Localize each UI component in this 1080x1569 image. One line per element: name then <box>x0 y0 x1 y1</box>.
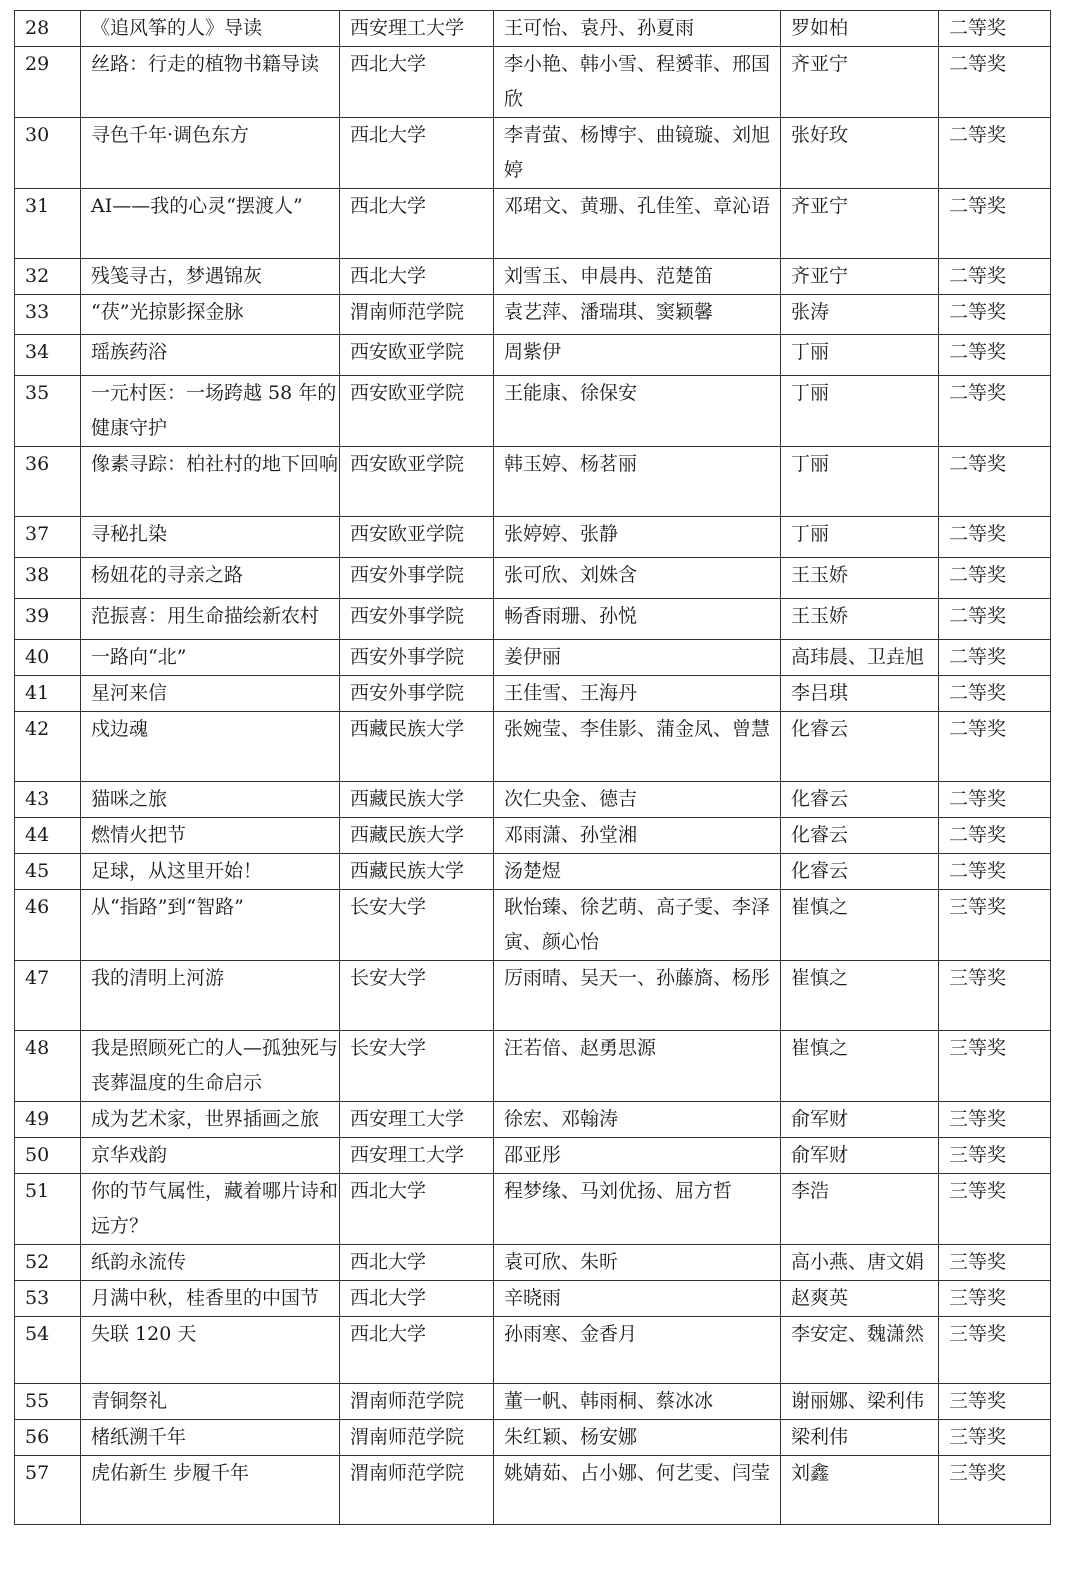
cell-advisor: 化睿云 <box>781 782 939 818</box>
cell-award: 二等奖 <box>939 47 1051 118</box>
cell-award: 三等奖 <box>939 890 1051 961</box>
cell-members: 李青萤、杨博宇、曲镜璇、刘旭婷 <box>494 118 781 189</box>
cell-number: 43 <box>15 782 81 818</box>
cell-members: 周紫伊 <box>494 335 781 376</box>
cell-members: 袁可欣、朱昕 <box>494 1245 781 1281</box>
cell-work-title: 失联 120 天 <box>81 1317 340 1384</box>
table-row <box>15 1174 1051 1245</box>
table-row <box>15 818 1051 854</box>
cell-members: 邵亚彤 <box>494 1138 781 1174</box>
table-row <box>15 1281 1051 1317</box>
table-row <box>15 1456 1051 1525</box>
cell-school: 西北大学 <box>340 118 494 189</box>
cell-work-title: 月满中秋，桂香里的中国节 <box>81 1281 340 1317</box>
cell-members: 邓雨潇、孙堂湘 <box>494 818 781 854</box>
cell-number: 37 <box>15 517 81 558</box>
cell-award: 二等奖 <box>939 854 1051 890</box>
cell-number: 48 <box>15 1031 81 1102</box>
cell-number: 38 <box>15 558 81 599</box>
cell-advisor: 梁利伟 <box>781 1420 939 1456</box>
cell-advisor: 王玉娇 <box>781 558 939 599</box>
cell-advisor: 齐亚宁 <box>781 259 939 295</box>
cell-school: 西藏民族大学 <box>340 854 494 890</box>
cell-members: 厉雨晴、吴天一、孙藤旖、杨彤 <box>494 961 781 1031</box>
table-row <box>15 517 1051 558</box>
cell-advisor: 俞军财 <box>781 1102 939 1138</box>
table-row <box>15 259 1051 295</box>
cell-award: 三等奖 <box>939 1384 1051 1420</box>
cell-school: 西安外事学院 <box>340 640 494 676</box>
cell-work-title: 从“指路”到“智路” <box>81 890 340 961</box>
cell-work-title: 燃情火把节 <box>81 818 340 854</box>
cell-members: 徐宏、邓翰涛 <box>494 1102 781 1138</box>
cell-members: 孙雨寒、金香月 <box>494 1317 781 1384</box>
cell-school: 渭南师范学院 <box>340 1420 494 1456</box>
cell-work-title: 猫咪之旅 <box>81 782 340 818</box>
cell-work-title: 足球，从这里开始！ <box>81 854 340 890</box>
cell-award: 三等奖 <box>939 1031 1051 1102</box>
cell-number: 32 <box>15 259 81 295</box>
table-row <box>15 1317 1051 1384</box>
cell-work-title: 纸韵永流传 <box>81 1245 340 1281</box>
table-row <box>15 599 1051 640</box>
cell-advisor: 高玮晨、卫垚旭 <box>781 640 939 676</box>
cell-work-title: 我的清明上河游 <box>81 961 340 1031</box>
table-row <box>15 1102 1051 1138</box>
cell-award: 三等奖 <box>939 1245 1051 1281</box>
cell-number: 45 <box>15 854 81 890</box>
cell-school: 长安大学 <box>340 1031 494 1102</box>
cell-school: 西北大学 <box>340 1245 494 1281</box>
cell-members: 韩玉婷、杨茗丽 <box>494 447 781 517</box>
cell-members: 张婉莹、李佳影、蒲金凤、曾慧 <box>494 712 781 782</box>
cell-number: 36 <box>15 447 81 517</box>
cell-work-title: 一路向“北” <box>81 640 340 676</box>
cell-number: 46 <box>15 890 81 961</box>
cell-award: 二等奖 <box>939 818 1051 854</box>
table-row <box>15 676 1051 712</box>
cell-school: 西安理工大学 <box>340 11 494 47</box>
cell-number: 30 <box>15 118 81 189</box>
cell-members: 耿怡臻、徐艺萌、高子雯、李泽寅、颜心怡 <box>494 890 781 961</box>
cell-members: 李小艳、韩小雪、程赟菲、邢国欣 <box>494 47 781 118</box>
cell-members: 董一帆、韩雨桐、蔡冰冰 <box>494 1384 781 1420</box>
cell-award: 三等奖 <box>939 1138 1051 1174</box>
cell-school: 西安外事学院 <box>340 558 494 599</box>
table-row <box>15 1031 1051 1102</box>
table-row <box>15 961 1051 1031</box>
cell-number: 40 <box>15 640 81 676</box>
table-row <box>15 376 1051 447</box>
cell-advisor: 刘鑫 <box>781 1456 939 1525</box>
cell-number: 51 <box>15 1174 81 1245</box>
cell-number: 55 <box>15 1384 81 1420</box>
cell-advisor: 崔慎之 <box>781 1031 939 1102</box>
awards-table <box>14 10 1051 1525</box>
cell-members: 汤楚煜 <box>494 854 781 890</box>
cell-school: 西安外事学院 <box>340 599 494 640</box>
cell-work-title: “茯”光掠影探金脉 <box>81 295 340 335</box>
cell-advisor: 谢丽娜、梁利伟 <box>781 1384 939 1420</box>
cell-award: 二等奖 <box>939 118 1051 189</box>
cell-work-title: 你的节气属性，藏着哪片诗和远方？ <box>81 1174 340 1245</box>
cell-advisor: 崔慎之 <box>781 961 939 1031</box>
cell-award: 二等奖 <box>939 295 1051 335</box>
cell-school: 长安大学 <box>340 961 494 1031</box>
cell-number: 42 <box>15 712 81 782</box>
cell-advisor: 李吕琪 <box>781 676 939 712</box>
cell-school: 西北大学 <box>340 1317 494 1384</box>
cell-advisor: 丁丽 <box>781 335 939 376</box>
table-row <box>15 11 1051 47</box>
table-row <box>15 47 1051 118</box>
cell-number: 34 <box>15 335 81 376</box>
cell-advisor: 化睿云 <box>781 818 939 854</box>
cell-members: 王佳雪、王海丹 <box>494 676 781 712</box>
cell-members: 王能康、徐保安 <box>494 376 781 447</box>
table-row <box>15 295 1051 335</box>
cell-award: 二等奖 <box>939 376 1051 447</box>
cell-members: 汪若偣、赵勇思源 <box>494 1031 781 1102</box>
cell-advisor: 崔慎之 <box>781 890 939 961</box>
cell-school: 渭南师范学院 <box>340 1384 494 1420</box>
cell-number: 41 <box>15 676 81 712</box>
cell-school: 渭南师范学院 <box>340 1456 494 1525</box>
cell-award: 二等奖 <box>939 676 1051 712</box>
cell-work-title: AI——我的心灵“摆渡人” <box>81 189 340 259</box>
cell-members: 袁艺萍、潘瑞琪、窦颖馨 <box>494 295 781 335</box>
table-row <box>15 712 1051 782</box>
table-row <box>15 640 1051 676</box>
cell-work-title: 杨妞花的寻亲之路 <box>81 558 340 599</box>
cell-work-title: 丝路：行走的植物书籍导读 <box>81 47 340 118</box>
cell-advisor: 赵爽英 <box>781 1281 939 1317</box>
cell-award: 三等奖 <box>939 1174 1051 1245</box>
cell-advisor: 李安定、魏潇然 <box>781 1317 939 1384</box>
cell-school: 西北大学 <box>340 259 494 295</box>
cell-advisor: 丁丽 <box>781 447 939 517</box>
cell-advisor: 罗如柏 <box>781 11 939 47</box>
cell-number: 56 <box>15 1420 81 1456</box>
cell-members: 朱红颖、杨安娜 <box>494 1420 781 1456</box>
cell-award: 二等奖 <box>939 712 1051 782</box>
cell-number: 35 <box>15 376 81 447</box>
cell-work-title: 残笺寻古，梦遇锦灰 <box>81 259 340 295</box>
cell-number: 33 <box>15 295 81 335</box>
cell-members: 次仁央金、德吉 <box>494 782 781 818</box>
cell-school: 西安欧亚学院 <box>340 376 494 447</box>
table-row <box>15 890 1051 961</box>
cell-work-title: 戍边魂 <box>81 712 340 782</box>
cell-members: 姚婧茹、占小娜、何艺雯、闫莹 <box>494 1456 781 1525</box>
cell-number: 47 <box>15 961 81 1031</box>
cell-advisor: 丁丽 <box>781 376 939 447</box>
cell-school: 西藏民族大学 <box>340 782 494 818</box>
table-row <box>15 854 1051 890</box>
cell-work-title: 瑶族药浴 <box>81 335 340 376</box>
table-row <box>15 782 1051 818</box>
cell-advisor: 李浩 <box>781 1174 939 1245</box>
cell-members: 姜伊丽 <box>494 640 781 676</box>
table-row <box>15 189 1051 259</box>
cell-award: 二等奖 <box>939 782 1051 818</box>
table-row <box>15 1245 1051 1281</box>
cell-school: 西北大学 <box>340 189 494 259</box>
cell-work-title: 像素寻踪：柏社村的地下回响 <box>81 447 340 517</box>
cell-award: 三等奖 <box>939 1317 1051 1384</box>
cell-members: 张婷婷、张静 <box>494 517 781 558</box>
cell-number: 50 <box>15 1138 81 1174</box>
cell-number: 44 <box>15 818 81 854</box>
cell-award: 三等奖 <box>939 1456 1051 1525</box>
table-row <box>15 118 1051 189</box>
cell-work-title: 楮纸溯千年 <box>81 1420 340 1456</box>
cell-members: 辛晓雨 <box>494 1281 781 1317</box>
cell-number: 49 <box>15 1102 81 1138</box>
cell-school: 长安大学 <box>340 890 494 961</box>
cell-advisor: 化睿云 <box>781 712 939 782</box>
table-row <box>15 1420 1051 1456</box>
table-row <box>15 335 1051 376</box>
cell-award: 三等奖 <box>939 1420 1051 1456</box>
cell-advisor: 齐亚宁 <box>781 47 939 118</box>
cell-advisor: 齐亚宁 <box>781 189 939 259</box>
cell-number: 39 <box>15 599 81 640</box>
cell-members: 邓珺文、黄珊、孔佳笙、章沁语 <box>494 189 781 259</box>
cell-advisor: 张涛 <box>781 295 939 335</box>
cell-work-title: 成为艺术家，世界插画之旅 <box>81 1102 340 1138</box>
cell-school: 西安欧亚学院 <box>340 517 494 558</box>
cell-number: 53 <box>15 1281 81 1317</box>
cell-school: 西安理工大学 <box>340 1102 494 1138</box>
cell-award: 二等奖 <box>939 335 1051 376</box>
cell-school: 西北大学 <box>340 1174 494 1245</box>
cell-school: 渭南师范学院 <box>340 295 494 335</box>
cell-advisor: 俞军财 <box>781 1138 939 1174</box>
cell-number: 54 <box>15 1317 81 1384</box>
table-row <box>15 1384 1051 1420</box>
cell-work-title: 寻秘扎染 <box>81 517 340 558</box>
cell-number: 28 <box>15 11 81 47</box>
cell-advisor: 张好玫 <box>781 118 939 189</box>
table-row <box>15 447 1051 517</box>
cell-school: 西藏民族大学 <box>340 712 494 782</box>
cell-award: 二等奖 <box>939 189 1051 259</box>
cell-work-title: 青铜祭礼 <box>81 1384 340 1420</box>
cell-number: 57 <box>15 1456 81 1525</box>
cell-school: 西北大学 <box>340 1281 494 1317</box>
cell-award: 三等奖 <box>939 961 1051 1031</box>
cell-members: 张可欣、刘姝含 <box>494 558 781 599</box>
cell-work-title: 京华戏韵 <box>81 1138 340 1174</box>
cell-advisor: 丁丽 <box>781 517 939 558</box>
cell-work-title: 范振喜：用生命描绘新农村 <box>81 599 340 640</box>
cell-award: 二等奖 <box>939 447 1051 517</box>
cell-advisor: 高小燕、唐文娟 <box>781 1245 939 1281</box>
cell-school: 西安欧亚学院 <box>340 447 494 517</box>
cell-advisor: 王玉娇 <box>781 599 939 640</box>
cell-award: 三等奖 <box>939 1102 1051 1138</box>
cell-number: 52 <box>15 1245 81 1281</box>
cell-award: 二等奖 <box>939 11 1051 47</box>
cell-work-title: 《追风筝的人》导读 <box>81 11 340 47</box>
cell-members: 刘雪玉、申晨冉、范楚笛 <box>494 259 781 295</box>
cell-members: 畅香雨珊、孙悦 <box>494 599 781 640</box>
cell-school: 西安外事学院 <box>340 676 494 712</box>
cell-number: 31 <box>15 189 81 259</box>
cell-school: 西安理工大学 <box>340 1138 494 1174</box>
table-row <box>15 1138 1051 1174</box>
cell-award: 二等奖 <box>939 640 1051 676</box>
cell-work-title: 星河来信 <box>81 676 340 712</box>
cell-school: 西安欧亚学院 <box>340 335 494 376</box>
cell-award: 二等奖 <box>939 558 1051 599</box>
cell-school: 西北大学 <box>340 47 494 118</box>
cell-members: 王可怡、袁丹、孙夏雨 <box>494 11 781 47</box>
cell-members: 程梦缘、马刘优扬、屈方哲 <box>494 1174 781 1245</box>
cell-award: 二等奖 <box>939 599 1051 640</box>
cell-advisor: 化睿云 <box>781 854 939 890</box>
table-row <box>15 558 1051 599</box>
cell-award: 二等奖 <box>939 259 1051 295</box>
cell-work-title: 一元村医：一场跨越 58 年的健康守护 <box>81 376 340 447</box>
cell-award: 二等奖 <box>939 517 1051 558</box>
cell-work-title: 我是照顾死亡的人—孤独死与丧葬温度的生命启示 <box>81 1031 340 1102</box>
cell-number: 29 <box>15 47 81 118</box>
cell-school: 西藏民族大学 <box>340 818 494 854</box>
cell-work-title: 寻色千年·调色东方 <box>81 118 340 189</box>
cell-award: 三等奖 <box>939 1281 1051 1317</box>
cell-work-title: 虎佑新生 步履千年 <box>81 1456 340 1525</box>
awards-table-body <box>15 11 1051 1525</box>
